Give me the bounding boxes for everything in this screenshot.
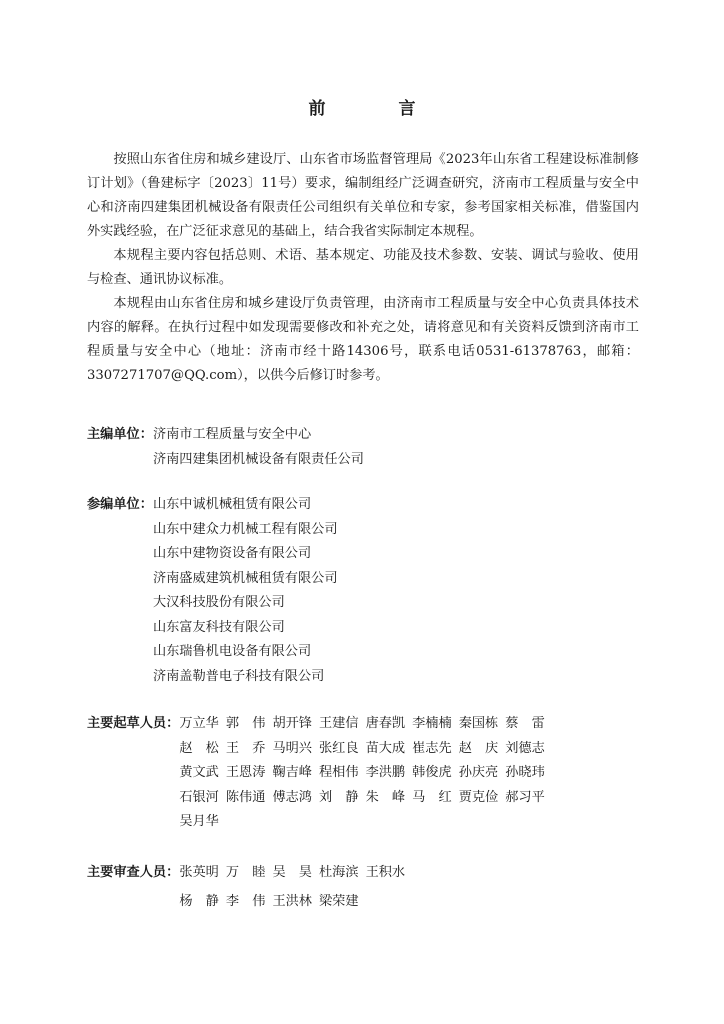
name-row bbox=[179, 858, 412, 887]
person-name: 韩俊虎 bbox=[412, 765, 452, 780]
list-item: 山东中诚机械租赁有限公司 bbox=[152, 497, 312, 512]
participating-units-label: 参编单位： bbox=[87, 497, 153, 512]
person-name: 鞠吉峰 bbox=[272, 765, 312, 780]
person-name: 王洪林 bbox=[272, 894, 312, 909]
person-name: 赵 庆 bbox=[458, 740, 499, 756]
person-name: 陈伟通 bbox=[225, 789, 266, 805]
person-name: 胡开锋 bbox=[272, 716, 312, 731]
person-name: 马明兴 bbox=[272, 740, 312, 756]
list-item: 山东中建众力机械工程有限公司 bbox=[152, 521, 338, 537]
list-item: 济南四建集团机械设备有限责任公司 bbox=[152, 452, 364, 467]
person-name: 马 红 bbox=[412, 789, 452, 805]
person-name: 张红良 bbox=[319, 740, 359, 756]
reviewers-label: 主要审查人员： bbox=[87, 865, 180, 880]
person-name: 杜海滨 bbox=[319, 865, 359, 880]
person-name: 刘 静 bbox=[319, 789, 359, 805]
list-item: 济南市工程质量与安全中心 bbox=[152, 427, 312, 442]
person-name: 王积水 bbox=[365, 865, 406, 880]
person-name: 万立华 bbox=[179, 716, 219, 731]
person-name: 张英明 bbox=[179, 865, 219, 880]
person-name: 贾克俭 bbox=[458, 789, 499, 805]
preface-paragraph: 本规程主要内容包括总则、术语、基本规定、功能及技术参数、安装、调试与验收、使用与检查、通讯协议标准。 bbox=[87, 248, 639, 287]
person-name: 李 伟 bbox=[225, 894, 266, 909]
person-name: 傅志鸿 bbox=[272, 789, 312, 805]
chief-units-label: 主编单位： bbox=[87, 427, 153, 442]
person-name: 李楠楠 bbox=[412, 716, 452, 731]
person-name: 唐春凯 bbox=[365, 716, 406, 731]
list-item: 山东瑞鲁机电设备有限公司 bbox=[152, 644, 312, 659]
person-name: 黄文武 bbox=[179, 765, 219, 780]
chief-units-list bbox=[153, 422, 364, 472]
preface-body bbox=[87, 148, 639, 388]
person-name: 杨 静 bbox=[179, 894, 219, 909]
person-name: 郝习平 bbox=[505, 789, 545, 805]
person-name: 蔡 雷 bbox=[505, 716, 545, 731]
name-row bbox=[179, 786, 552, 811]
person-name: 梁荣建 bbox=[319, 894, 359, 909]
preface-paragraph: 本规程由山东省住房和城乡建设厅负责管理，由济南市工程质量与安全中心负责具体技术内容的解释。在执行过程中如发现需要修改和补充之处，请将意见和有关资料反馈到济南市工程质量与安全中心（地址：济南市经十路14306号，联系电话0531-61378763，邮箱：3307271707@QQ.com），以供今后修订时参考。 bbox=[87, 296, 639, 383]
drafters-names bbox=[179, 712, 552, 835]
person-name: 吴 昊 bbox=[272, 865, 312, 880]
list-item: 大汉科技股份有限公司 bbox=[152, 595, 285, 610]
reviewers-names bbox=[179, 858, 412, 916]
list-item: 济南盖勒普电子科技有限公司 bbox=[152, 668, 325, 684]
person-name: 吴月华 bbox=[179, 814, 219, 829]
person-name: 孙庆亮 bbox=[458, 765, 499, 780]
chief-units-section bbox=[87, 422, 364, 472]
person-name: 孙晓玮 bbox=[505, 765, 545, 780]
participating-units-section bbox=[87, 493, 338, 689]
person-name: 王建信 bbox=[319, 716, 359, 731]
name-row bbox=[179, 887, 412, 916]
preface-paragraph: 按照山东省住房和城乡建设厅、山东省市场监督管理局《2023年山东省工程建设标准制修订计划》（鲁建标字〔2023〕11号）要求，编制组经广泛调查研究，济南市工程质量与安全中心和济南四建集团机械设备有限责任公司组织有关单位和专家，参考国家相关标准，借鉴国内外实践经验，在广泛征求意见的基础上，结合我省实际制定本规程。 bbox=[87, 152, 639, 239]
name-row bbox=[179, 761, 552, 786]
person-name: 崔志先 bbox=[412, 740, 452, 756]
person-name: 李洪鹏 bbox=[365, 765, 406, 780]
person-name: 王 乔 bbox=[225, 740, 266, 756]
list-item: 济南盛威建筑机械租赁有限公司 bbox=[152, 570, 338, 586]
page-title: 前 言 bbox=[308, 99, 444, 119]
drafters-section bbox=[87, 712, 552, 835]
name-row bbox=[179, 810, 552, 835]
person-name: 赵 松 bbox=[179, 740, 219, 756]
name-row bbox=[179, 712, 552, 737]
person-name: 石银河 bbox=[179, 789, 219, 805]
drafters-label: 主要起草人员： bbox=[87, 716, 180, 731]
name-row bbox=[179, 737, 552, 762]
participating-units-list bbox=[153, 493, 338, 689]
list-item: 山东富友科技有限公司 bbox=[152, 619, 285, 635]
person-name: 秦国栋 bbox=[458, 716, 499, 731]
person-name: 朱 峰 bbox=[365, 789, 406, 805]
person-name: 王恩涛 bbox=[225, 765, 266, 780]
person-name: 苗大成 bbox=[365, 740, 406, 756]
person-name: 程相伟 bbox=[319, 765, 359, 780]
person-name: 万 睦 bbox=[225, 865, 266, 880]
person-name: 郭 伟 bbox=[225, 716, 266, 731]
list-item: 山东中建物资设备有限公司 bbox=[152, 546, 312, 561]
person-name: 刘德志 bbox=[505, 740, 545, 756]
reviewers-section bbox=[87, 858, 412, 916]
